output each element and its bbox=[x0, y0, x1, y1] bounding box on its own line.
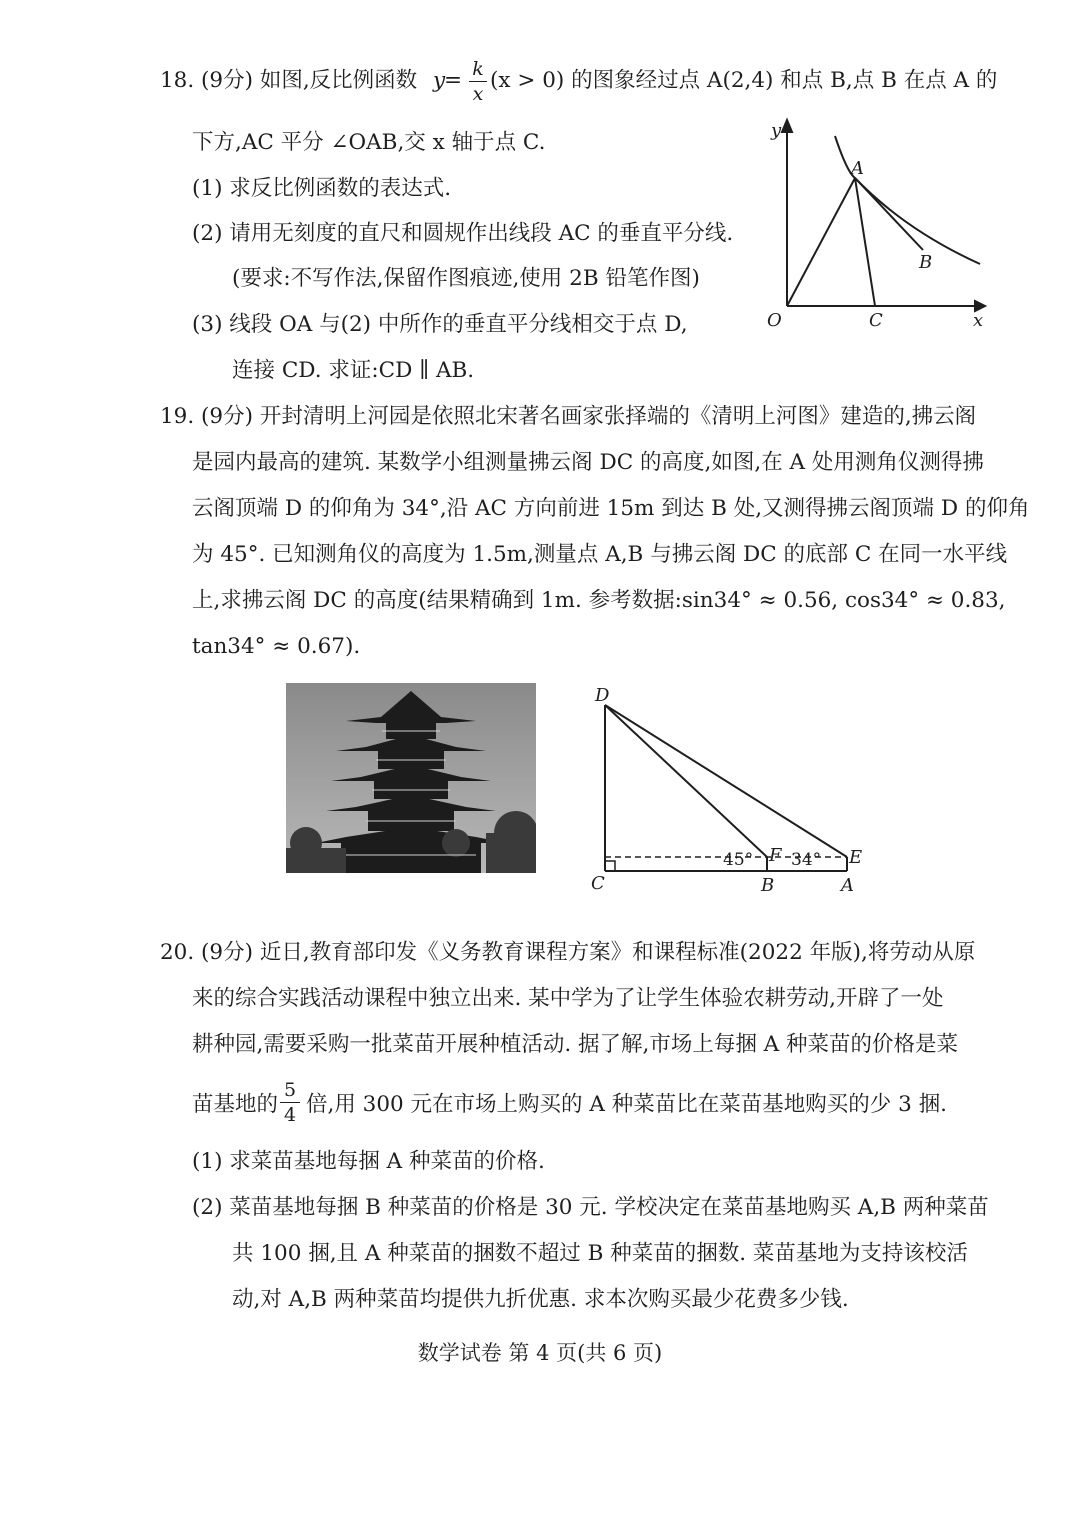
q20-part2-line3: 动,对 A,B 两种菜苗均提供九折优惠. 求本次购买最少花费多少钱. bbox=[232, 1287, 849, 1312]
fig19-label-a: A bbox=[841, 875, 854, 895]
q19-line6: tan34° ≈ 0.67). bbox=[192, 634, 361, 659]
q19-line4: 为 45°. 已知测角仪的高度为 1.5m,测量点 A,B 与拂云阁 DC 的底部 C 在同一水平线 bbox=[192, 542, 1008, 567]
q18-frac-num: k bbox=[472, 58, 484, 80]
q20-part1: (1) 求菜苗基地每捆 A 种菜苗的价格. bbox=[192, 1149, 545, 1174]
pagoda-photo bbox=[286, 683, 536, 873]
y-axis-arrow bbox=[782, 120, 792, 132]
q19-line1: 19. (9分) 开封清明上河园是依照北宋著名画家张择端的《清明上河图》建造的,拂云阁 bbox=[160, 404, 977, 429]
q20-line4-end: 倍,用 300 元在市场上购买的 A 种菜苗比在菜苗基地购买的少 3 捆. bbox=[306, 1092, 947, 1117]
segment-df bbox=[605, 705, 767, 857]
angle-45-label: 45° bbox=[723, 850, 754, 870]
q19-line3: 云阁顶端 D 的仰角为 34°,沿 AC 方向前进 15m 到达 B 处,又测得拂云阁顶端 D 的仰角 bbox=[192, 496, 1030, 521]
q19-line2: 是园内最高的建筑. 某数学小组测量拂云阁 DC 的高度,如图,在 A 处用测角仪测得拂 bbox=[192, 450, 984, 475]
q19-triangle-figure bbox=[585, 685, 875, 895]
fig19-label-d: D bbox=[595, 685, 610, 706]
q18-y-var: y bbox=[433, 68, 446, 93]
q18-part3-line1: (3) 线段 OA 与(2) 中所作的垂直平分线相交于点 D, bbox=[192, 312, 688, 337]
q20-line1: 20. (9分) 近日,教育部印发《义务教育课程方案》和课程标准(2022 年版),将劳动从原 bbox=[160, 940, 976, 965]
q18-part1: (1) 求反比例函数的表达式. bbox=[192, 176, 452, 201]
q18-part2-note: (要求:不写作法,保留作图痕迹,使用 2B 铅笔作图) bbox=[232, 266, 700, 291]
fig18-label-a: A bbox=[851, 158, 864, 179]
q20-fraction bbox=[280, 1079, 300, 1126]
q20-part2-line2: 共 100 捆,且 A 种菜苗的捆数不超过 B 种菜苗的捆数. 菜苗基地为支持该校活 bbox=[232, 1241, 968, 1266]
q18-line1-start: 18. (9分) 如图,反比例函数 bbox=[160, 68, 418, 93]
fig18-label-b: B bbox=[919, 252, 933, 273]
q18-part2: (2) 请用无刻度的直尺和圆规作出线段 AC 的垂直平分线. bbox=[192, 221, 734, 246]
q18-coordinate-figure bbox=[755, 112, 1005, 344]
segment-oa bbox=[787, 178, 855, 306]
q18-line1-end: (x > 0) 的图象经过点 A(2,4) 和点 B,点 B 在点 A 的 bbox=[490, 68, 998, 93]
page-footer: 数学试卷 第 4 页(共 6 页) bbox=[417, 1341, 663, 1365]
q20-line4-start: 苗基地的 bbox=[192, 1092, 279, 1117]
q20-line2: 来的综合实践活动课程中独立出来. 某中学为了让学生体验农耕劳动,开辟了一处 bbox=[192, 986, 944, 1011]
q18-line2: 下方,AC 平分 ∠OAB,交 x 轴于点 C. bbox=[192, 130, 546, 155]
q20-line3: 耕种园,需要采购一批菜苗开展种植活动. 据了解,市场上每捆 A 种菜苗的价格是菜 bbox=[192, 1032, 959, 1057]
fig19-label-e: E bbox=[849, 847, 863, 868]
fig18-label-o: O bbox=[767, 310, 782, 331]
q18-equals: = bbox=[444, 68, 463, 93]
q19-line5: 上,求拂云阁 DC 的高度(结果精确到 1m. 参考数据:sin34° ≈ 0.56, cos34° ≈ 0.83, bbox=[192, 588, 1006, 613]
fig18-label-c: C bbox=[869, 310, 883, 331]
fig19-label-b: B bbox=[761, 875, 775, 895]
fig19-label-c: C bbox=[591, 873, 605, 894]
fig19-label-f: F bbox=[769, 845, 782, 866]
fig18-label-x: x bbox=[973, 310, 984, 331]
q18-fraction bbox=[469, 58, 487, 105]
q18-part3-line2: 连接 CD. 求证:CD ∥ AB. bbox=[232, 358, 475, 383]
q20-frac-den: 4 bbox=[283, 1104, 297, 1126]
angle-34-label: 34° bbox=[791, 850, 822, 870]
fig18-label-y: y bbox=[771, 120, 782, 141]
right-angle-mark bbox=[605, 861, 615, 871]
q20-part2-line1: (2) 菜苗基地每捆 B 种菜苗的价格是 30 元. 学校决定在菜苗基地购买 A,B 两种菜苗 bbox=[192, 1195, 989, 1220]
segment-de bbox=[605, 705, 847, 857]
q18-frac-den: x bbox=[472, 83, 484, 105]
q20-frac-num: 5 bbox=[283, 1079, 297, 1101]
hyperbola-curve bbox=[835, 136, 980, 264]
